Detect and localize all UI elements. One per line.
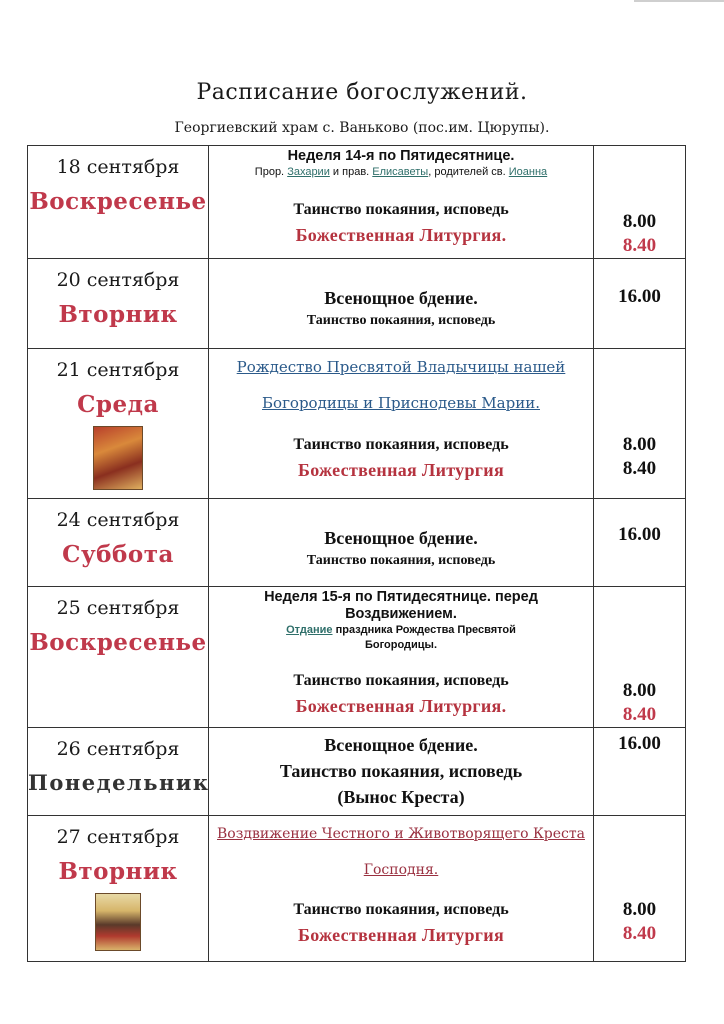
- page-subtitle: Георгиевский храм с. Ваньково (пос.им. Цюрупы).: [174, 120, 550, 136]
- liturgy-label: Божественная Литургия: [298, 460, 504, 480]
- date-cell: [28, 816, 209, 962]
- date-label: 20 сентября: [56, 269, 180, 291]
- time-liturgy: 8.40: [622, 235, 657, 256]
- service-cell: [209, 259, 594, 349]
- table-row: [28, 816, 686, 962]
- date-label: 25 сентября: [56, 597, 180, 619]
- date-label: 26 сентября: [56, 738, 180, 760]
- time-liturgy: 8.40: [622, 923, 657, 944]
- confession-label: Таинство покаяния, исповедь: [306, 553, 496, 568]
- date-cell: [28, 259, 209, 349]
- table-row: [28, 349, 686, 499]
- feast-heading: Неделя 15-я по Пятидесятнице. перед: [264, 589, 538, 605]
- time-cell: [594, 728, 686, 816]
- weekday-label: Воскресенье: [29, 188, 207, 215]
- vigil-label: Всенощное бдение.: [324, 528, 478, 548]
- feast-subtitle-text: и прав.: [332, 166, 370, 178]
- time-cell: [594, 499, 686, 587]
- time-cell: [594, 259, 686, 349]
- saint-link[interactable]: Елисаветы: [372, 166, 429, 178]
- feast-subtitle-text: праздника Рождества Пресвятой: [335, 624, 516, 636]
- time-vigil: 16.00: [618, 733, 661, 754]
- date-cell: [28, 349, 209, 499]
- feast-title: Рождество Пресвятой Владычицы нашей: [236, 358, 566, 376]
- weekday-label: Воскресенье: [29, 629, 207, 656]
- time-cell: [594, 587, 686, 728]
- saint-link[interactable]: Иоанна: [508, 166, 548, 178]
- service-cell: [209, 728, 594, 816]
- nativity-icon: [93, 426, 143, 490]
- weekday-label: Вторник: [58, 858, 178, 885]
- date-cell: [28, 587, 209, 728]
- time-liturgy: 8.40: [622, 704, 657, 725]
- weekday-label: Понедельник: [28, 770, 210, 795]
- feast-title: Господня.: [363, 862, 439, 878]
- service-cell: [209, 499, 594, 587]
- time-cell: [594, 146, 686, 259]
- feast-heading: Воздвижением.: [345, 606, 457, 622]
- table-row: [28, 587, 686, 728]
- liturgy-label: Божественная Литургия.: [295, 696, 507, 716]
- time-vigil: 16.00: [618, 286, 661, 307]
- service-cell: [209, 816, 594, 962]
- vigil-label: Всенощное бдение.: [324, 735, 478, 755]
- table-row: [28, 259, 686, 349]
- scan-edge-line: [634, 0, 724, 2]
- service-cell: [209, 349, 594, 499]
- exaltation-cross-icon: [95, 893, 141, 951]
- time-confession: 8.00: [622, 899, 657, 920]
- table-row: [28, 146, 686, 259]
- confession-label: Таинство покаяния, исповедь: [293, 436, 509, 453]
- table-row: [28, 499, 686, 587]
- date-label: 24 сентября: [56, 509, 180, 531]
- feast-subtitle: [209, 165, 593, 180]
- time-liturgy: 8.40: [622, 458, 657, 479]
- feast-subtitle-text: , родителей св.: [428, 166, 506, 178]
- vigil-label: Всенощное бдение.: [324, 288, 478, 308]
- saint-link[interactable]: Захарии: [287, 166, 330, 178]
- liturgy-label: Божественная Литургия.: [295, 225, 507, 245]
- feast-subtitle: [209, 623, 593, 638]
- schedule-table: [27, 145, 686, 962]
- feast-link[interactable]: Отдание: [286, 624, 333, 636]
- date-label: 21 сентября: [56, 359, 180, 381]
- time-vigil: 16.00: [618, 524, 661, 545]
- date-label: 27 сентября: [56, 826, 180, 848]
- service-cell: [209, 587, 594, 728]
- feast-title: Воздвижение Честного и Животворящего Креста: [217, 826, 585, 842]
- time-cell: [594, 816, 686, 962]
- weekday-label: Вторник: [58, 301, 178, 328]
- confession-label: Таинство покаяния, исповедь: [293, 672, 509, 689]
- time-confession: 8.00: [622, 680, 657, 701]
- time-confession: 8.00: [622, 434, 657, 455]
- confession-label: Таинство покаяния, исповедь: [293, 201, 509, 218]
- page-title: Расписание богослужений.: [196, 80, 528, 105]
- cross-procession-label: (Вынос Креста): [337, 787, 465, 807]
- weekday-label: Суббота: [62, 541, 174, 568]
- confession-label: Таинство покаяния, исповедь: [293, 901, 509, 918]
- service-cell: [209, 146, 594, 259]
- feast-heading: Неделя 14-я по Пятидесятнице.: [287, 148, 515, 164]
- table-row: [28, 728, 686, 816]
- date-label: 18 сентября: [56, 156, 180, 178]
- feast-title: Богородицы и Приснодевы Марии.: [262, 394, 540, 412]
- date-cell: [28, 146, 209, 259]
- date-cell: [28, 499, 209, 587]
- date-cell: [28, 728, 209, 816]
- feast-subtitle-text: Богородицы.: [364, 639, 438, 651]
- confession-label: Таинство покаяния, исповедь: [279, 761, 523, 781]
- time-confession: 8.00: [622, 211, 657, 232]
- confession-label: Таинство покаяния, исповедь: [306, 313, 496, 328]
- weekday-label: Среда: [77, 391, 159, 418]
- liturgy-label: Божественная Литургия: [298, 925, 504, 945]
- feast-subtitle-text: Прор.: [254, 166, 285, 178]
- time-cell: [594, 349, 686, 499]
